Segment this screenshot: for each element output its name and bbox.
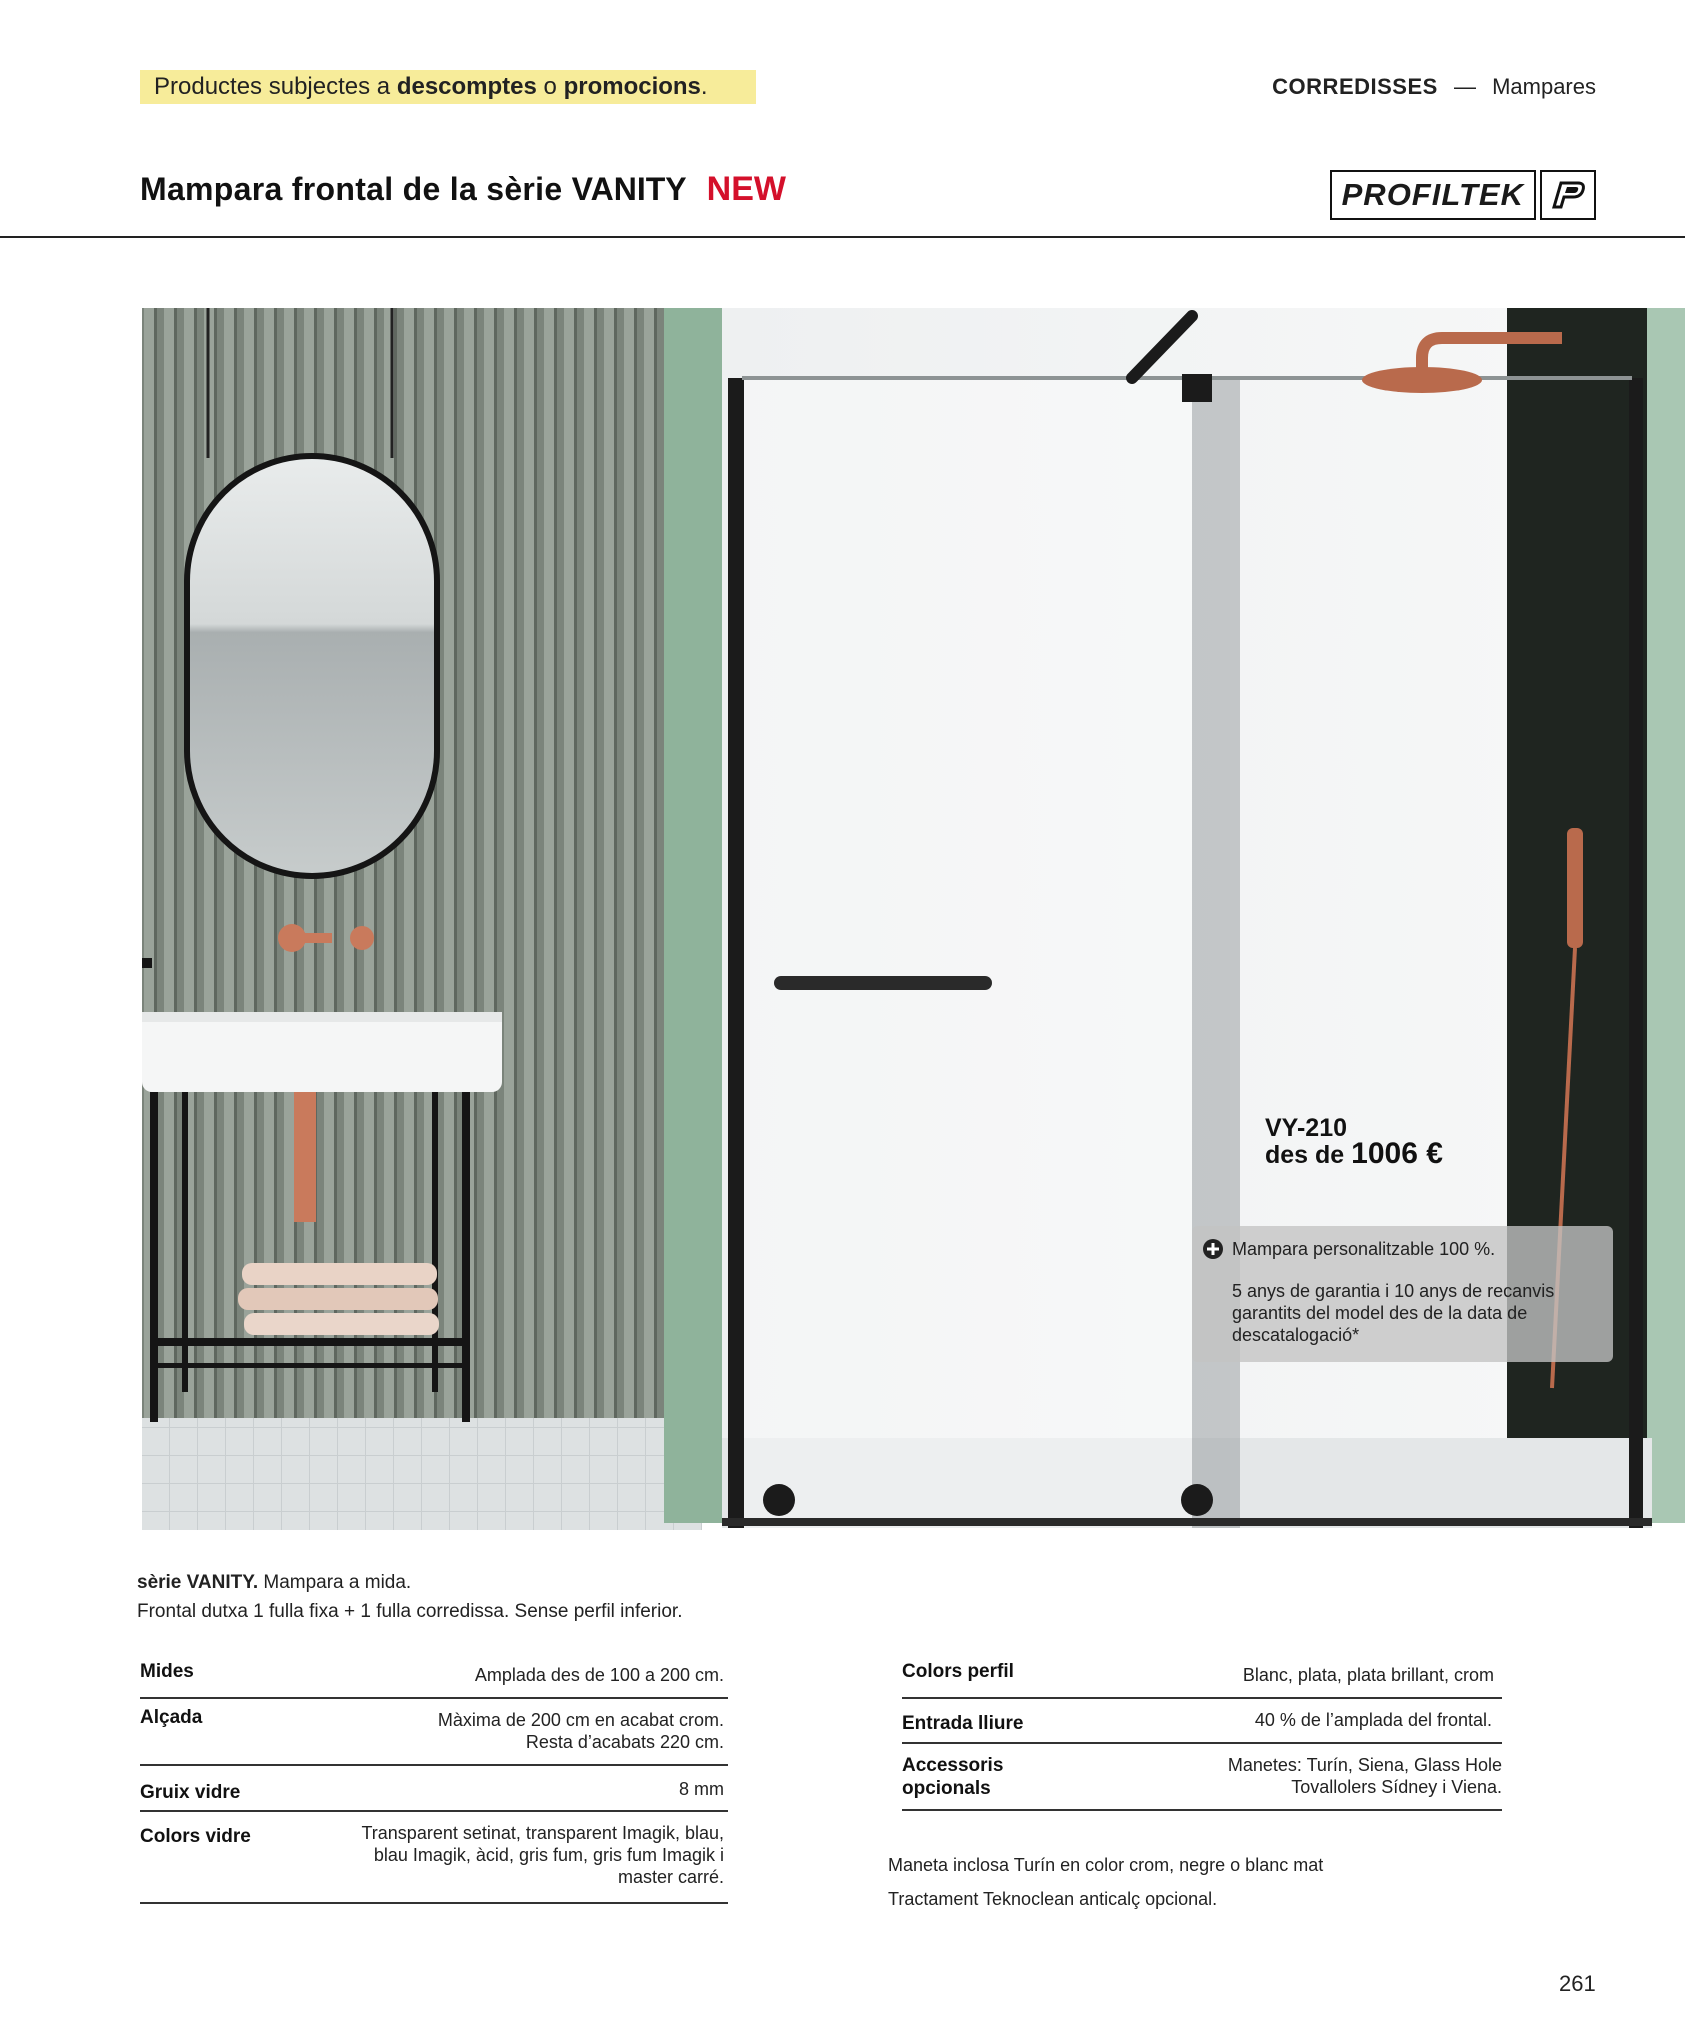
page-number: 261 (1559, 1971, 1596, 1996)
spec-value: Amplada des de 100 a 200 cm. (474, 1665, 724, 1685)
spec-row (140, 1699, 728, 1766)
desc-line1-rest: Mampara a mida. (258, 1572, 412, 1593)
header-divider (0, 236, 1685, 238)
promo-middle: o (536, 73, 564, 100)
promo-suffix: . (700, 73, 708, 100)
section-separator: — (1453, 74, 1476, 99)
desc-bold-vanity: VANITY. (186, 1572, 259, 1593)
desc-bold-serie: sèrie (137, 1572, 187, 1593)
new-badge: NEW (706, 170, 786, 208)
spec-label: Accessoris opcionals (902, 1755, 1004, 1799)
page-title (140, 170, 786, 209)
specs-right-table (902, 1653, 1502, 1811)
spec-row (140, 1812, 728, 1904)
description-line1 (137, 1568, 682, 1597)
price-amount: 1006 € (1351, 1137, 1443, 1170)
promo-bold-discounts: descomptes (396, 73, 537, 100)
title-prefix: Mampara frontal de la sèrie (140, 171, 572, 207)
section-category: CORREDISSES (1272, 74, 1438, 99)
spec-row (902, 1744, 1502, 1811)
price-prefix: des de (1265, 1141, 1352, 1169)
price-line (1265, 1137, 1443, 1170)
brand-name: PROFILTEK (1330, 170, 1536, 220)
spec-row (902, 1653, 1502, 1699)
spec-label: Entrada lliure (902, 1713, 1024, 1734)
promo-prefix: Productes subjectes a (154, 73, 397, 100)
features-box (1192, 1226, 1613, 1362)
spec-value: Transparent setinat, transparent Imagik, blau, blau Imagik, àcid, gris fum, gris fum Imagik i master carré. (361, 1823, 724, 1887)
spec-row (902, 1699, 1502, 1744)
note-handle: Maneta inclosa Turín en color crom, negre o blanc mat (888, 1855, 1324, 1875)
price-label (1265, 1116, 1443, 1168)
product-notes (888, 1848, 1323, 1916)
section-breadcrumb (1272, 74, 1596, 100)
model-code: VY-210 (1265, 1114, 1348, 1142)
spec-value: 8 mm (679, 1779, 724, 1799)
note-treatment: Tractament Teknoclean anticalç opcional. (888, 1889, 1218, 1909)
spec-row (140, 1653, 728, 1699)
feature-customizable: Mampara personalitzable 100 %. (1232, 1239, 1496, 1259)
product-description (137, 1568, 682, 1626)
spec-row (140, 1766, 728, 1812)
title-series: VANITY (571, 171, 687, 207)
section-subcategory: Mampares (1492, 74, 1596, 99)
spec-value: Manetes: Turín, Siena, Glass Hole Tovallolers Sídney i Viena. (1227, 1755, 1502, 1797)
spec-label: Colors vidre (140, 1826, 251, 1847)
promo-banner (140, 70, 756, 104)
plus-circle-icon (1202, 1238, 1224, 1265)
specs-left-table (140, 1653, 728, 1904)
promo-bold-promotions: promocions (563, 73, 701, 100)
spec-value: Blanc, plata, plata brillant, crom (1242, 1665, 1494, 1685)
brand-logo (1330, 170, 1596, 220)
feature-warranty: 5 anys de garantia i 10 anys de recanvis garantits del model des de la data de descatalogació* (1232, 1281, 1555, 1345)
spec-label: Colors perfil (902, 1661, 1014, 1682)
spec-value: Màxima de 200 cm en acabat crom. Resta d’acabats 220 cm. (437, 1710, 724, 1752)
spec-label: Gruix vidre (140, 1782, 241, 1803)
description-line2: Frontal dutxa 1 fulla fixa + 1 fulla corredissa. Sense perfil inferior. (137, 1601, 683, 1622)
spec-value: 40 % de l’amplada del frontal. (1254, 1710, 1492, 1730)
spec-label: Mides (140, 1661, 194, 1682)
spec-label: Alçada (140, 1707, 203, 1728)
profiltek-p-icon (1540, 170, 1596, 220)
